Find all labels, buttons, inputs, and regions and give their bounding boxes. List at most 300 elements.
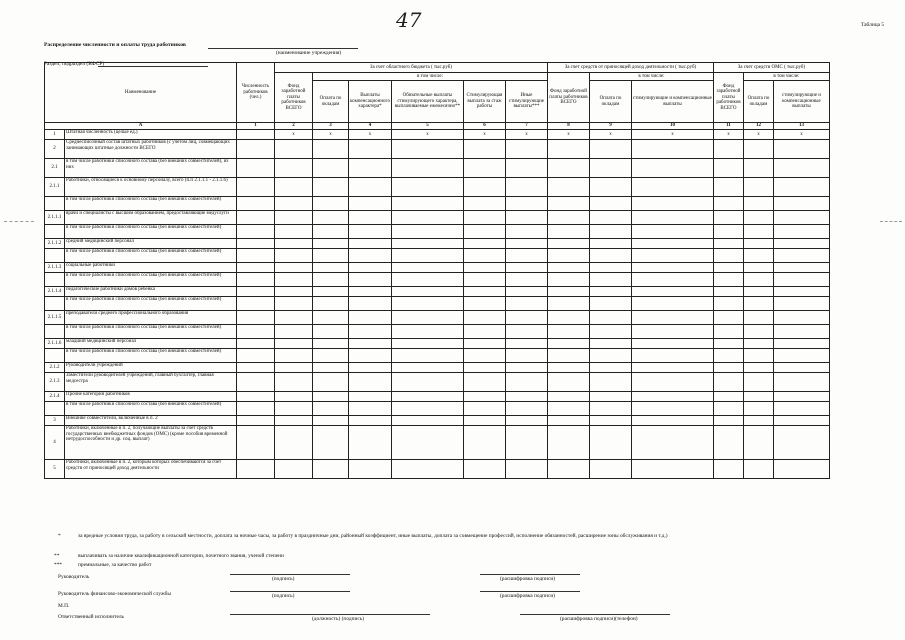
value-cell[interactable]: [391, 249, 463, 263]
value-cell[interactable]: [773, 311, 829, 325]
value-cell[interactable]: [547, 249, 589, 263]
value-cell[interactable]: [743, 460, 773, 479]
value-cell[interactable]: [713, 197, 743, 211]
value-cell[interactable]: [275, 297, 313, 311]
value-cell[interactable]: [743, 373, 773, 392]
value-cell[interactable]: [589, 460, 631, 479]
value-cell[interactable]: [349, 460, 392, 479]
value-cell[interactable]: х: [391, 130, 463, 140]
value-cell[interactable]: [463, 363, 505, 373]
value-cell[interactable]: [313, 349, 349, 363]
value-cell[interactable]: [313, 263, 349, 273]
value-cell[interactable]: [313, 297, 349, 311]
value-cell[interactable]: [313, 197, 349, 211]
value-cell[interactable]: [463, 339, 505, 349]
signature-line[interactable]: [230, 574, 350, 575]
value-cell[interactable]: [349, 325, 392, 339]
value-cell[interactable]: [547, 263, 589, 273]
value-cell[interactable]: [547, 349, 589, 363]
value-cell[interactable]: [713, 402, 743, 416]
value-cell[interactable]: [589, 263, 631, 273]
value-cell[interactable]: [463, 178, 505, 197]
value-cell[interactable]: [463, 273, 505, 287]
value-cell[interactable]: [463, 249, 505, 263]
value-cell[interactable]: [743, 363, 773, 373]
value-cell[interactable]: [713, 311, 743, 325]
value-cell[interactable]: [713, 426, 743, 460]
value-cell[interactable]: [391, 363, 463, 373]
value-cell[interactable]: [237, 130, 275, 140]
value-cell[interactable]: [349, 339, 392, 349]
value-cell[interactable]: [237, 339, 275, 349]
value-cell[interactable]: [275, 325, 313, 339]
value-cell[interactable]: [505, 363, 547, 373]
value-cell[interactable]: [743, 297, 773, 311]
value-cell[interactable]: [237, 249, 275, 263]
value-cell[interactable]: [275, 178, 313, 197]
value-cell[interactable]: [313, 140, 349, 159]
value-cell[interactable]: [237, 211, 275, 225]
value-cell[interactable]: [349, 311, 392, 325]
value-cell[interactable]: [237, 311, 275, 325]
value-cell[interactable]: [391, 402, 463, 416]
value-cell[interactable]: [773, 460, 829, 479]
value-cell[interactable]: [743, 402, 773, 416]
value-cell[interactable]: [589, 325, 631, 339]
value-cell[interactable]: [773, 211, 829, 225]
value-cell[interactable]: [275, 460, 313, 479]
value-cell[interactable]: [349, 159, 392, 178]
value-cell[interactable]: [313, 339, 349, 349]
value-cell[interactable]: х: [773, 130, 829, 140]
value-cell[interactable]: [713, 239, 743, 249]
value-cell[interactable]: [713, 297, 743, 311]
value-cell[interactable]: [391, 159, 463, 178]
value-cell[interactable]: [589, 140, 631, 159]
value-cell[interactable]: [743, 178, 773, 197]
signature-line[interactable]: [230, 591, 350, 592]
value-cell[interactable]: [391, 140, 463, 159]
value-cell[interactable]: [463, 426, 505, 460]
value-cell[interactable]: [275, 339, 313, 349]
value-cell[interactable]: [505, 140, 547, 159]
value-cell[interactable]: [313, 363, 349, 373]
value-cell[interactable]: [547, 339, 589, 349]
value-cell[interactable]: [313, 373, 349, 392]
value-cell[interactable]: [631, 392, 713, 402]
value-cell[interactable]: х: [713, 130, 743, 140]
value-cell[interactable]: [589, 211, 631, 225]
value-cell[interactable]: [631, 211, 713, 225]
value-cell[interactable]: [773, 287, 829, 297]
value-cell[interactable]: [275, 225, 313, 239]
value-cell[interactable]: [631, 363, 713, 373]
value-cell[interactable]: [349, 392, 392, 402]
value-cell[interactable]: [713, 325, 743, 339]
value-cell[interactable]: [743, 325, 773, 339]
value-cell[interactable]: [773, 363, 829, 373]
value-cell[interactable]: [773, 140, 829, 159]
value-cell[interactable]: [349, 211, 392, 225]
value-cell[interactable]: х: [589, 130, 631, 140]
value-cell[interactable]: [631, 249, 713, 263]
value-cell[interactable]: [743, 225, 773, 239]
value-cell[interactable]: [773, 249, 829, 263]
value-cell[interactable]: [589, 349, 631, 363]
value-cell[interactable]: [773, 178, 829, 197]
value-cell[interactable]: [773, 225, 829, 239]
value-cell[interactable]: [391, 416, 463, 426]
value-cell[interactable]: [505, 339, 547, 349]
value-cell[interactable]: [713, 287, 743, 297]
value-cell[interactable]: [743, 339, 773, 349]
value-cell[interactable]: [743, 392, 773, 402]
value-cell[interactable]: [713, 140, 743, 159]
value-cell[interactable]: [505, 460, 547, 479]
value-cell[interactable]: [589, 416, 631, 426]
signature-name-line[interactable]: [480, 591, 580, 592]
value-cell[interactable]: [589, 402, 631, 416]
value-cell[interactable]: [505, 297, 547, 311]
value-cell[interactable]: [349, 140, 392, 159]
value-cell[interactable]: [349, 249, 392, 263]
value-cell[interactable]: [773, 325, 829, 339]
value-cell[interactable]: [631, 225, 713, 239]
value-cell[interactable]: [237, 273, 275, 287]
value-cell[interactable]: [505, 373, 547, 392]
value-cell[interactable]: [505, 178, 547, 197]
value-cell[interactable]: [589, 426, 631, 460]
value-cell[interactable]: [773, 402, 829, 416]
value-cell[interactable]: [391, 197, 463, 211]
value-cell[interactable]: [505, 287, 547, 297]
value-cell[interactable]: [391, 263, 463, 273]
value-cell[interactable]: [463, 263, 505, 273]
value-cell[interactable]: [237, 392, 275, 402]
value-cell[interactable]: [589, 297, 631, 311]
value-cell[interactable]: х: [463, 130, 505, 140]
value-cell[interactable]: [713, 263, 743, 273]
value-cell[interactable]: [631, 273, 713, 287]
value-cell[interactable]: [743, 159, 773, 178]
value-cell[interactable]: [391, 392, 463, 402]
value-cell[interactable]: [275, 287, 313, 297]
value-cell[interactable]: [713, 416, 743, 426]
value-cell[interactable]: [275, 140, 313, 159]
value-cell[interactable]: [505, 211, 547, 225]
value-cell[interactable]: [713, 392, 743, 402]
value-cell[interactable]: [547, 392, 589, 402]
value-cell[interactable]: [275, 311, 313, 325]
value-cell[interactable]: [505, 311, 547, 325]
value-cell[interactable]: [743, 426, 773, 460]
value-cell[interactable]: [237, 325, 275, 339]
value-cell[interactable]: [463, 416, 505, 426]
value-cell[interactable]: [773, 392, 829, 402]
value-cell[interactable]: [349, 263, 392, 273]
value-cell[interactable]: [313, 287, 349, 297]
value-cell[interactable]: [349, 273, 392, 287]
value-cell[interactable]: [275, 373, 313, 392]
value-cell[interactable]: [743, 416, 773, 426]
value-cell[interactable]: [505, 197, 547, 211]
value-cell[interactable]: [547, 416, 589, 426]
value-cell[interactable]: [391, 339, 463, 349]
value-cell[interactable]: [463, 225, 505, 239]
value-cell[interactable]: [237, 239, 275, 249]
value-cell[interactable]: [505, 416, 547, 426]
value-cell[interactable]: [349, 402, 392, 416]
value-cell[interactable]: [743, 197, 773, 211]
value-cell[interactable]: [547, 197, 589, 211]
value-cell[interactable]: [743, 140, 773, 159]
value-cell[interactable]: [349, 239, 392, 249]
value-cell[interactable]: [349, 363, 392, 373]
value-cell[interactable]: [275, 363, 313, 373]
value-cell[interactable]: [773, 349, 829, 363]
value-cell[interactable]: [773, 159, 829, 178]
value-cell[interactable]: [547, 297, 589, 311]
value-cell[interactable]: [275, 416, 313, 426]
value-cell[interactable]: [463, 197, 505, 211]
value-cell[interactable]: [631, 416, 713, 426]
value-cell[interactable]: [391, 460, 463, 479]
value-cell[interactable]: [275, 211, 313, 225]
value-cell[interactable]: [589, 311, 631, 325]
value-cell[interactable]: [275, 249, 313, 263]
signature-name-line[interactable]: [520, 614, 670, 615]
value-cell[interactable]: [349, 297, 392, 311]
value-cell[interactable]: [589, 225, 631, 239]
value-cell[interactable]: [463, 392, 505, 402]
value-cell[interactable]: [391, 178, 463, 197]
value-cell[interactable]: [275, 392, 313, 402]
value-cell[interactable]: [743, 273, 773, 287]
value-cell[interactable]: [505, 225, 547, 239]
value-cell[interactable]: [463, 311, 505, 325]
value-cell[interactable]: [349, 178, 392, 197]
value-cell[interactable]: [505, 426, 547, 460]
value-cell[interactable]: [349, 287, 392, 297]
value-cell[interactable]: [275, 159, 313, 178]
value-cell[interactable]: [631, 197, 713, 211]
value-cell[interactable]: [237, 140, 275, 159]
value-cell[interactable]: [713, 373, 743, 392]
value-cell[interactable]: [391, 311, 463, 325]
value-cell[interactable]: [313, 249, 349, 263]
value-cell[interactable]: [547, 287, 589, 297]
value-cell[interactable]: [773, 426, 829, 460]
value-cell[interactable]: [631, 402, 713, 416]
value-cell[interactable]: [349, 349, 392, 363]
value-cell[interactable]: [773, 339, 829, 349]
value-cell[interactable]: [589, 339, 631, 349]
value-cell[interactable]: [773, 297, 829, 311]
value-cell[interactable]: [349, 426, 392, 460]
value-cell[interactable]: [275, 402, 313, 416]
value-cell[interactable]: [391, 325, 463, 339]
value-cell[interactable]: [505, 273, 547, 287]
value-cell[interactable]: х: [505, 130, 547, 140]
value-cell[interactable]: [313, 325, 349, 339]
value-cell[interactable]: [313, 273, 349, 287]
value-cell[interactable]: [505, 402, 547, 416]
value-cell[interactable]: [391, 297, 463, 311]
value-cell[interactable]: [313, 239, 349, 249]
value-cell[interactable]: [313, 460, 349, 479]
value-cell[interactable]: [463, 140, 505, 159]
value-cell[interactable]: [773, 239, 829, 249]
value-cell[interactable]: [713, 363, 743, 373]
value-cell[interactable]: [547, 273, 589, 287]
value-cell[interactable]: [631, 349, 713, 363]
value-cell[interactable]: [391, 239, 463, 249]
value-cell[interactable]: [463, 211, 505, 225]
value-cell[interactable]: [505, 263, 547, 273]
value-cell[interactable]: [743, 263, 773, 273]
value-cell[interactable]: [313, 211, 349, 225]
signature-line[interactable]: [230, 614, 430, 615]
value-cell[interactable]: [237, 416, 275, 426]
value-cell[interactable]: [237, 426, 275, 460]
value-cell[interactable]: [313, 392, 349, 402]
value-cell[interactable]: [589, 197, 631, 211]
value-cell[interactable]: х: [349, 130, 392, 140]
value-cell[interactable]: [391, 211, 463, 225]
value-cell[interactable]: [743, 349, 773, 363]
value-cell[interactable]: [275, 426, 313, 460]
value-cell[interactable]: [391, 373, 463, 392]
value-cell[interactable]: [743, 239, 773, 249]
value-cell[interactable]: [713, 339, 743, 349]
value-cell[interactable]: [631, 325, 713, 339]
value-cell[interactable]: [237, 287, 275, 297]
value-cell[interactable]: [713, 178, 743, 197]
value-cell[interactable]: [391, 273, 463, 287]
value-cell[interactable]: [713, 273, 743, 287]
value-cell[interactable]: [631, 373, 713, 392]
value-cell[interactable]: [631, 239, 713, 249]
value-cell[interactable]: [631, 426, 713, 460]
value-cell[interactable]: [313, 159, 349, 178]
value-cell[interactable]: х: [743, 130, 773, 140]
value-cell[interactable]: [773, 416, 829, 426]
value-cell[interactable]: [713, 159, 743, 178]
value-cell[interactable]: [391, 349, 463, 363]
value-cell[interactable]: [547, 239, 589, 249]
value-cell[interactable]: [463, 460, 505, 479]
value-cell[interactable]: [547, 325, 589, 339]
value-cell[interactable]: [743, 211, 773, 225]
value-cell[interactable]: [313, 178, 349, 197]
value-cell[interactable]: [505, 349, 547, 363]
value-cell[interactable]: [505, 159, 547, 178]
value-cell[interactable]: [631, 311, 713, 325]
value-cell[interactable]: [631, 178, 713, 197]
value-cell[interactable]: [773, 273, 829, 287]
value-cell[interactable]: [773, 197, 829, 211]
value-cell[interactable]: [547, 373, 589, 392]
value-cell[interactable]: [713, 225, 743, 239]
value-cell[interactable]: [237, 159, 275, 178]
value-cell[interactable]: [547, 460, 589, 479]
value-cell[interactable]: [313, 426, 349, 460]
value-cell[interactable]: [349, 197, 392, 211]
value-cell[interactable]: [743, 287, 773, 297]
value-cell[interactable]: [463, 159, 505, 178]
value-cell[interactable]: [349, 373, 392, 392]
value-cell[interactable]: [275, 263, 313, 273]
value-cell[interactable]: [547, 225, 589, 239]
value-cell[interactable]: [275, 349, 313, 363]
value-cell[interactable]: [631, 263, 713, 273]
value-cell[interactable]: [631, 460, 713, 479]
value-cell[interactable]: [713, 211, 743, 225]
value-cell[interactable]: [463, 297, 505, 311]
value-cell[interactable]: [275, 197, 313, 211]
value-cell[interactable]: [547, 311, 589, 325]
value-cell[interactable]: [463, 287, 505, 297]
value-cell[interactable]: [313, 225, 349, 239]
value-cell[interactable]: [237, 363, 275, 373]
value-cell[interactable]: [237, 402, 275, 416]
value-cell[interactable]: [275, 239, 313, 249]
value-cell[interactable]: [237, 225, 275, 239]
value-cell[interactable]: [589, 392, 631, 402]
value-cell[interactable]: [505, 239, 547, 249]
value-cell[interactable]: [589, 239, 631, 249]
value-cell[interactable]: [589, 287, 631, 297]
value-cell[interactable]: [547, 211, 589, 225]
value-cell[interactable]: [589, 273, 631, 287]
value-cell[interactable]: [237, 197, 275, 211]
signature-name-line[interactable]: [480, 574, 580, 575]
value-cell[interactable]: [631, 159, 713, 178]
value-cell[interactable]: [505, 325, 547, 339]
value-cell[interactable]: [237, 178, 275, 197]
value-cell[interactable]: [713, 249, 743, 263]
value-cell[interactable]: х: [547, 130, 589, 140]
value-cell[interactable]: [463, 373, 505, 392]
value-cell[interactable]: [391, 426, 463, 460]
value-cell[interactable]: [463, 402, 505, 416]
value-cell[interactable]: [547, 426, 589, 460]
value-cell[interactable]: [313, 311, 349, 325]
value-cell[interactable]: [631, 287, 713, 297]
institution-name-line[interactable]: [208, 48, 358, 49]
value-cell[interactable]: [237, 297, 275, 311]
value-cell[interactable]: [349, 225, 392, 239]
value-cell[interactable]: [547, 363, 589, 373]
value-cell[interactable]: [713, 349, 743, 363]
value-cell[interactable]: [589, 178, 631, 197]
value-cell[interactable]: х: [275, 130, 313, 140]
value-cell[interactable]: [713, 460, 743, 479]
value-cell[interactable]: [463, 349, 505, 363]
value-cell[interactable]: [547, 159, 589, 178]
value-cell[interactable]: [589, 159, 631, 178]
value-cell[interactable]: [773, 373, 829, 392]
value-cell[interactable]: [349, 416, 392, 426]
value-cell[interactable]: [589, 249, 631, 263]
value-cell[interactable]: [631, 339, 713, 349]
value-cell[interactable]: [743, 249, 773, 263]
value-cell[interactable]: [547, 140, 589, 159]
value-cell[interactable]: [275, 273, 313, 287]
value-cell[interactable]: [743, 311, 773, 325]
value-cell[interactable]: [237, 263, 275, 273]
value-cell[interactable]: [313, 416, 349, 426]
